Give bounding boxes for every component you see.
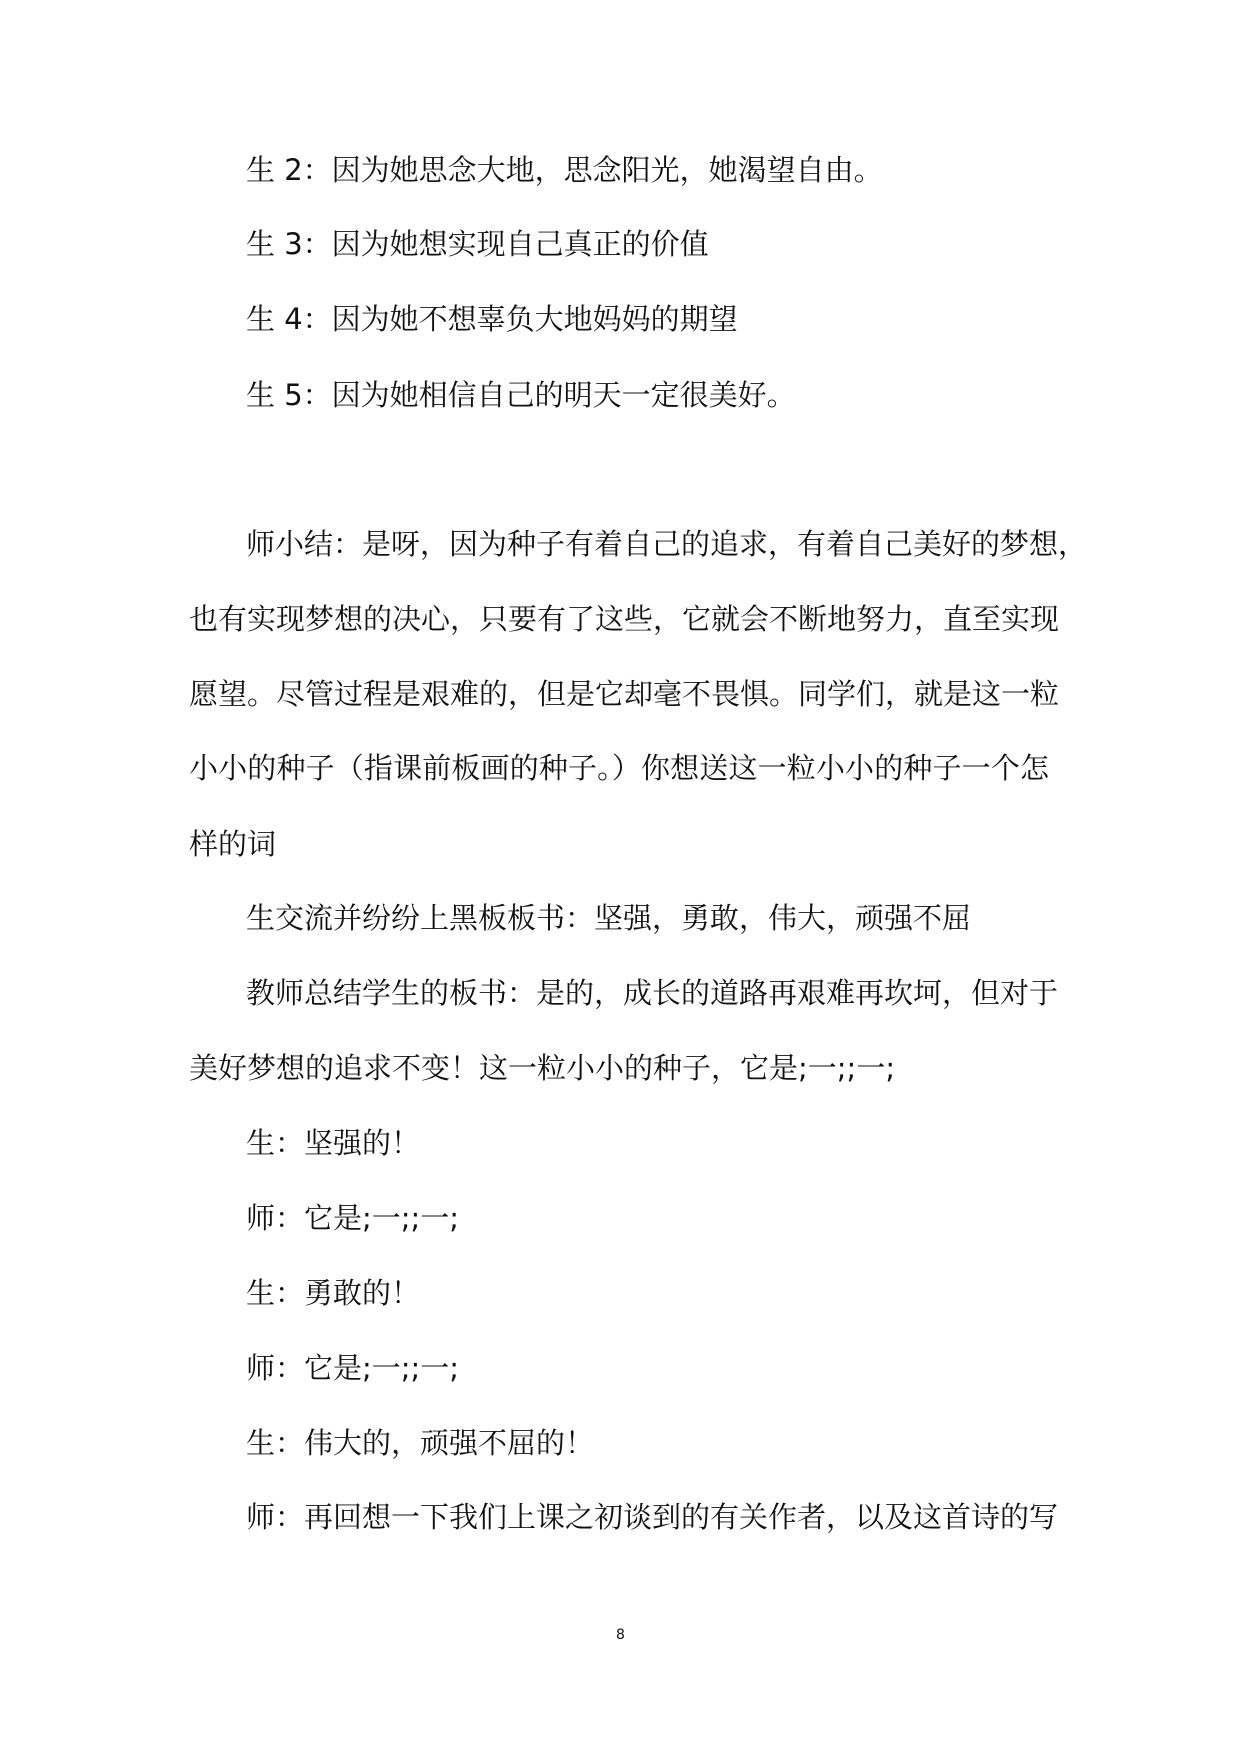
paragraph-line: 师：它是;一;;一; [246, 1351, 460, 1385]
paragraph-line: 样的词 [189, 827, 277, 861]
paragraph-line: 师小结：是呀，因为种子有着自己的追求，有着自己美好的梦想， [246, 527, 1088, 561]
paragraph-line: 生：坚强的！ [246, 1126, 421, 1160]
paragraph-line: 也有实现梦想的决心，只要有了这些，它就会不断地努力，直至实现 [189, 602, 1060, 636]
paragraph-line: 生 5：因为她相信自己的明天一定很美好。 [246, 378, 796, 412]
paragraph-line: 美好梦想的追求不变！这一粒小小的种子，它是;一;;一; [189, 1051, 896, 1085]
paragraph-line: 生：勇敢的！ [246, 1276, 421, 1310]
paragraph-line: 生 4：因为她不想辜负大地妈妈的期望 [246, 302, 738, 336]
paragraph-line: 教师总结学生的板书：是的，成长的道路再艰难再坎坷，但对于 [246, 976, 1059, 1010]
paragraph-line: 小小的种子（指课前板画的种子。）你想送这一粒小小的种子一个怎 [189, 751, 1049, 785]
paragraph-line: 生：伟大的，顽强不屈的！ [246, 1426, 595, 1460]
page-number: 8 [616, 1627, 625, 1643]
paragraph-line: 生 2：因为她思念大地，思念阳光，她渴望自由。 [246, 153, 883, 187]
paragraph-line: 愿望。尽管过程是艰难的，但是它却毫不畏惧。同学们，就是这一粒 [189, 677, 1060, 711]
paragraph-line: 师：它是;一;;一; [246, 1201, 460, 1235]
paragraph-line: 师：再回想一下我们上课之初谈到的有关作者，以及这首诗的写 [246, 1500, 1059, 1534]
paragraph-line: 生 3：因为她想实现自己真正的价值 [246, 227, 709, 261]
paragraph-line: 生交流并纷纷上黑板板书：坚强，勇敢，伟大，顽强不屈 [246, 901, 972, 935]
